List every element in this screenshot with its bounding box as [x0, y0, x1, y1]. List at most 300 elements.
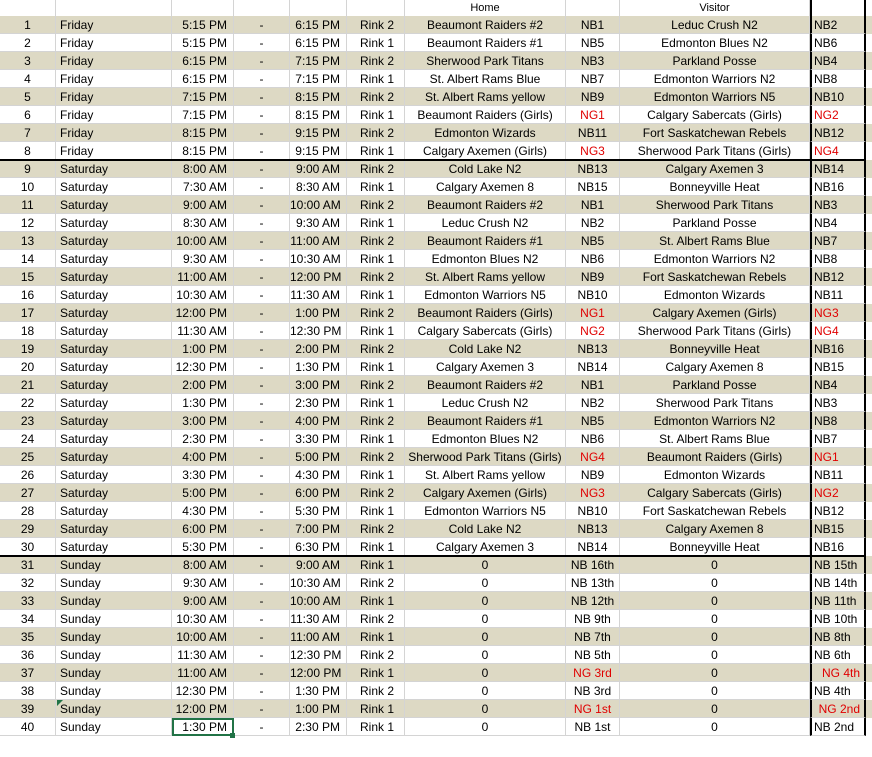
home-code-cell[interactable]: NB10 — [566, 502, 620, 520]
home-team-cell[interactable]: Beaumont Raiders #1 — [405, 34, 566, 52]
day-cell[interactable]: Saturday — [56, 448, 172, 466]
visitor-team-cell[interactable]: 0 — [620, 628, 810, 646]
home-code-cell[interactable]: NB13 — [566, 520, 620, 538]
rink-cell[interactable]: Rink 2 — [347, 340, 405, 358]
table-row[interactable] — [0, 358, 872, 376]
home-team-cell[interactable]: Sherwood Park Titans (Girls) — [405, 448, 566, 466]
home-team-cell[interactable]: 0 — [405, 628, 566, 646]
home-code-cell[interactable]: NB 3rd — [566, 682, 620, 700]
visitor-code-cell[interactable]: NB4 — [810, 52, 866, 70]
visitor-team-cell[interactable]: 0 — [620, 700, 810, 718]
day-cell[interactable]: Saturday — [56, 412, 172, 430]
visitor-code-cell[interactable]: NB11 — [810, 466, 866, 484]
home-code-cell[interactable]: NB9 — [566, 268, 620, 286]
table-row[interactable] — [0, 610, 872, 628]
rink-cell[interactable]: Rink 1 — [347, 718, 405, 736]
dash-cell[interactable]: - — [234, 574, 290, 592]
rink-cell[interactable]: Rink 1 — [347, 142, 405, 160]
game-number-cell[interactable]: 37 — [0, 664, 56, 682]
start-time-cell[interactable]: 10:00 AM — [172, 628, 234, 646]
visitor-team-cell[interactable]: Edmonton Warriors N2 — [620, 412, 810, 430]
visitor-team-cell[interactable]: Edmonton Wizards — [620, 466, 810, 484]
day-cell[interactable]: Saturday — [56, 160, 172, 178]
end-time-cell[interactable]: 1:30 PM — [290, 682, 347, 700]
home-team-cell[interactable]: Beaumont Raiders #2 — [405, 196, 566, 214]
start-time-cell[interactable]: 5:30 PM — [172, 538, 234, 556]
table-row[interactable] — [0, 700, 872, 718]
day-cell[interactable]: Sunday — [56, 718, 172, 736]
day-cell[interactable]: Sunday — [56, 628, 172, 646]
game-number-cell[interactable]: 19 — [0, 340, 56, 358]
visitor-code-cell[interactable]: NB2 — [810, 16, 866, 34]
visitor-team-cell[interactable]: 0 — [620, 682, 810, 700]
end-time-cell[interactable]: 4:30 PM — [290, 466, 347, 484]
visitor-code-cell[interactable]: NB 11th — [810, 592, 866, 610]
dash-cell[interactable]: - — [234, 430, 290, 448]
game-number-cell[interactable]: 38 — [0, 682, 56, 700]
game-number-cell[interactable]: 31 — [0, 556, 56, 574]
table-row[interactable] — [0, 52, 872, 70]
visitor-team-cell[interactable]: Parkland Posse — [620, 214, 810, 232]
day-cell[interactable]: Sunday — [56, 592, 172, 610]
day-cell[interactable]: Sunday — [56, 700, 172, 718]
header-cell[interactable] — [234, 0, 290, 16]
home-team-cell[interactable]: Sherwood Park Titans — [405, 52, 566, 70]
home-team-cell[interactable]: St. Albert Rams yellow — [405, 466, 566, 484]
header-cell[interactable] — [172, 0, 234, 16]
home-code-cell[interactable]: NB3 — [566, 52, 620, 70]
start-time-cell[interactable]: 10:00 AM — [172, 232, 234, 250]
start-time-cell[interactable]: 8:15 PM — [172, 124, 234, 142]
home-team-cell[interactable]: Calgary Axemen (Girls) — [405, 484, 566, 502]
game-number-cell[interactable]: 36 — [0, 646, 56, 664]
table-row[interactable] — [0, 502, 872, 520]
home-code-cell[interactable]: NB 7th — [566, 628, 620, 646]
visitor-team-cell[interactable]: Edmonton Warriors N2 — [620, 70, 810, 88]
start-time-cell[interactable]: 5:00 PM — [172, 484, 234, 502]
visitor-team-cell[interactable]: Calgary Sabercats (Girls) — [620, 484, 810, 502]
end-time-cell[interactable]: 5:30 PM — [290, 502, 347, 520]
visitor-team-cell[interactable]: Sherwood Park Titans (Girls) — [620, 142, 810, 160]
rink-cell[interactable]: Rink 2 — [347, 268, 405, 286]
visitor-code-cell[interactable]: NB8 — [810, 412, 866, 430]
day-cell[interactable]: Sunday — [56, 646, 172, 664]
rink-cell[interactable]: Rink 2 — [347, 304, 405, 322]
visitor-team-cell[interactable]: 0 — [620, 646, 810, 664]
dash-cell[interactable]: - — [234, 34, 290, 52]
home-team-cell[interactable]: Cold Lake N2 — [405, 340, 566, 358]
day-cell[interactable]: Saturday — [56, 232, 172, 250]
table-row[interactable] — [0, 160, 872, 178]
day-cell[interactable]: Saturday — [56, 466, 172, 484]
home-code-cell[interactable]: NB10 — [566, 286, 620, 304]
home-team-cell[interactable]: Leduc Crush N2 — [405, 214, 566, 232]
dash-cell[interactable]: - — [234, 682, 290, 700]
game-number-cell[interactable]: 12 — [0, 214, 56, 232]
end-time-cell[interactable]: 9:15 PM — [290, 142, 347, 160]
visitor-code-cell[interactable]: NG2 — [810, 106, 866, 124]
start-time-cell[interactable]: 3:00 PM — [172, 412, 234, 430]
visitor-team-cell[interactable]: Sherwood Park Titans — [620, 394, 810, 412]
home-code-cell[interactable]: NB 9th — [566, 610, 620, 628]
visitor-team-cell[interactable]: Fort Saskatchewan Rebels — [620, 268, 810, 286]
home-team-cell[interactable]: St. Albert Rams yellow — [405, 88, 566, 106]
rink-cell[interactable]: Rink 2 — [347, 646, 405, 664]
rink-cell[interactable]: Rink 2 — [347, 376, 405, 394]
home-team-cell[interactable]: Edmonton Wizards — [405, 124, 566, 142]
rink-cell[interactable]: Rink 1 — [347, 466, 405, 484]
header-cell[interactable] — [347, 0, 405, 16]
rink-cell[interactable]: Rink 1 — [347, 286, 405, 304]
rink-cell[interactable]: Rink 1 — [347, 214, 405, 232]
rink-cell[interactable]: Rink 2 — [347, 88, 405, 106]
dash-cell[interactable]: - — [234, 268, 290, 286]
start-time-cell[interactable]: 9:00 AM — [172, 196, 234, 214]
visitor-code-cell[interactable]: NB12 — [810, 502, 866, 520]
table-row[interactable] — [0, 412, 872, 430]
home-code-cell[interactable]: NG2 — [566, 322, 620, 340]
game-number-cell[interactable]: 15 — [0, 268, 56, 286]
home-team-cell[interactable]: 0 — [405, 610, 566, 628]
home-team-cell[interactable]: Calgary Axemen 3 — [405, 538, 566, 556]
home-team-cell[interactable]: Beaumont Raiders #2 — [405, 16, 566, 34]
start-time-cell[interactable]: 11:30 AM — [172, 322, 234, 340]
start-time-cell[interactable]: 8:30 AM — [172, 214, 234, 232]
home-team-cell[interactable]: Cold Lake N2 — [405, 160, 566, 178]
dash-cell[interactable]: - — [234, 556, 290, 574]
visitor-code-cell[interactable]: NB12 — [810, 124, 866, 142]
table-row[interactable] — [0, 268, 872, 286]
rink-cell[interactable]: Rink 2 — [347, 160, 405, 178]
table-row[interactable] — [0, 430, 872, 448]
game-number-cell[interactable]: 35 — [0, 628, 56, 646]
visitor-team-cell[interactable]: 0 — [620, 664, 810, 682]
visitor-code-cell[interactable]: NB4 — [810, 376, 866, 394]
day-cell[interactable]: Saturday — [56, 322, 172, 340]
end-time-cell[interactable]: 9:15 PM — [290, 124, 347, 142]
rink-cell[interactable]: Rink 1 — [347, 628, 405, 646]
dash-cell[interactable]: - — [234, 124, 290, 142]
home-code-cell[interactable]: NG4 — [566, 448, 620, 466]
visitor-code-cell[interactable]: NG2 — [810, 484, 866, 502]
start-time-cell[interactable]: 8:15 PM — [172, 142, 234, 160]
day-cell[interactable]: Sunday — [56, 574, 172, 592]
table-row[interactable] — [0, 70, 872, 88]
game-number-cell[interactable]: 10 — [0, 178, 56, 196]
game-number-cell[interactable]: 2 — [0, 34, 56, 52]
home-team-cell[interactable]: Edmonton Warriors N5 — [405, 286, 566, 304]
home-team-cell[interactable]: 0 — [405, 700, 566, 718]
rink-cell[interactable]: Rink 1 — [347, 592, 405, 610]
start-time-cell[interactable]: 9:30 AM — [172, 574, 234, 592]
table-row[interactable] — [0, 574, 872, 592]
table-row[interactable] — [0, 592, 872, 610]
home-code-cell[interactable]: NB 13th — [566, 574, 620, 592]
visitor-team-cell[interactable]: Edmonton Blues N2 — [620, 34, 810, 52]
game-number-cell[interactable]: 25 — [0, 448, 56, 466]
header-cell[interactable] — [290, 0, 347, 16]
rink-cell[interactable]: Rink 2 — [347, 232, 405, 250]
home-code-cell[interactable]: NG3 — [566, 484, 620, 502]
end-time-cell[interactable]: 3:30 PM — [290, 430, 347, 448]
home-code-cell[interactable]: NB9 — [566, 88, 620, 106]
day-cell[interactable]: Sunday — [56, 664, 172, 682]
dash-cell[interactable]: - — [234, 484, 290, 502]
end-time-cell[interactable]: 7:15 PM — [290, 70, 347, 88]
home-code-cell[interactable]: NB 12th — [566, 592, 620, 610]
game-number-cell[interactable]: 17 — [0, 304, 56, 322]
dash-cell[interactable]: - — [234, 178, 290, 196]
end-time-cell[interactable]: 5:00 PM — [290, 448, 347, 466]
table-row[interactable] — [0, 124, 872, 142]
visitor-code-cell[interactable]: NG 4th — [810, 664, 866, 682]
visitor-team-cell[interactable]: Calgary Axemen (Girls) — [620, 304, 810, 322]
home-team-cell[interactable]: 0 — [405, 556, 566, 574]
start-time-cell[interactable]: 7:15 PM — [172, 106, 234, 124]
rink-cell[interactable]: Rink 2 — [347, 484, 405, 502]
game-number-cell[interactable]: 9 — [0, 160, 56, 178]
table-row[interactable] — [0, 628, 872, 646]
visitor-team-cell[interactable]: 0 — [620, 574, 810, 592]
rink-cell[interactable]: Rink 1 — [347, 394, 405, 412]
end-time-cell[interactable]: 7:00 PM — [290, 520, 347, 538]
home-team-cell[interactable]: St. Albert Rams yellow — [405, 268, 566, 286]
end-time-cell[interactable]: 12:30 PM — [290, 646, 347, 664]
header-cell[interactable] — [56, 0, 172, 16]
game-number-cell[interactable]: 20 — [0, 358, 56, 376]
day-cell[interactable]: Sunday — [56, 610, 172, 628]
start-time-cell[interactable]: 6:15 PM — [172, 70, 234, 88]
rink-cell[interactable]: Rink 1 — [347, 250, 405, 268]
visitor-code-cell[interactable]: NB 14th — [810, 574, 866, 592]
day-cell[interactable]: Sunday — [56, 682, 172, 700]
rink-cell[interactable]: Rink 1 — [347, 322, 405, 340]
header-cell[interactable] — [566, 0, 620, 16]
visitor-team-cell[interactable]: Parkland Posse — [620, 376, 810, 394]
dash-cell[interactable]: - — [234, 70, 290, 88]
home-team-cell[interactable]: Beaumont Raiders (Girls) — [405, 106, 566, 124]
start-time-cell[interactable]: 2:00 PM — [172, 376, 234, 394]
visitor-code-cell[interactable]: NG4 — [810, 322, 866, 340]
day-cell[interactable]: Saturday — [56, 430, 172, 448]
day-cell[interactable]: Saturday — [56, 520, 172, 538]
table-row[interactable] — [0, 88, 872, 106]
home-code-cell[interactable]: NG3 — [566, 142, 620, 160]
dash-cell[interactable]: - — [234, 52, 290, 70]
visitor-code-cell[interactable]: NB 6th — [810, 646, 866, 664]
visitor-team-cell[interactable]: Fort Saskatchewan Rebels — [620, 124, 810, 142]
dash-cell[interactable]: - — [234, 718, 290, 736]
dash-cell[interactable]: - — [234, 196, 290, 214]
visitor-code-cell[interactable]: NB 8th — [810, 628, 866, 646]
rink-cell[interactable]: Rink 1 — [347, 358, 405, 376]
visitor-team-cell[interactable]: 0 — [620, 718, 810, 736]
dash-cell[interactable]: - — [234, 394, 290, 412]
dash-cell[interactable]: - — [234, 646, 290, 664]
game-number-cell[interactable]: 3 — [0, 52, 56, 70]
rink-cell[interactable]: Rink 2 — [347, 412, 405, 430]
dash-cell[interactable]: - — [234, 358, 290, 376]
end-time-cell[interactable]: 2:00 PM — [290, 340, 347, 358]
visitor-team-cell[interactable]: Calgary Axemen 8 — [620, 358, 810, 376]
visitor-team-cell[interactable]: Bonneyville Heat — [620, 340, 810, 358]
home-code-cell[interactable]: NB13 — [566, 340, 620, 358]
visitor-code-cell[interactable]: NB6 — [810, 34, 866, 52]
home-team-cell[interactable]: Cold Lake N2 — [405, 520, 566, 538]
table-row[interactable] — [0, 484, 872, 502]
visitor-team-cell[interactable]: Sherwood Park Titans — [620, 196, 810, 214]
start-time-cell[interactable]: 1:00 PM — [172, 340, 234, 358]
rink-cell[interactable]: Rink 1 — [347, 34, 405, 52]
visitor-code-cell[interactable]: NB16 — [810, 178, 866, 196]
rink-cell[interactable]: Rink 1 — [347, 700, 405, 718]
home-team-cell[interactable]: Calgary Sabercats (Girls) — [405, 322, 566, 340]
selected-cell-outline[interactable] — [172, 718, 234, 736]
game-number-cell[interactable]: 13 — [0, 232, 56, 250]
end-time-cell[interactable]: 6:00 PM — [290, 484, 347, 502]
start-time-cell[interactable]: 1:30 PM — [172, 718, 234, 736]
rink-cell[interactable]: Rink 1 — [347, 106, 405, 124]
home-code-cell[interactable]: NB9 — [566, 466, 620, 484]
start-time-cell[interactable]: 11:00 AM — [172, 268, 234, 286]
visitor-code-cell[interactable]: NB7 — [810, 232, 866, 250]
table-row[interactable] — [0, 466, 872, 484]
end-time-cell[interactable]: 2:30 PM — [290, 394, 347, 412]
end-time-cell[interactable]: 11:30 AM — [290, 286, 347, 304]
game-number-cell[interactable]: 18 — [0, 322, 56, 340]
home-team-cell[interactable]: Edmonton Blues N2 — [405, 250, 566, 268]
dash-cell[interactable]: - — [234, 610, 290, 628]
end-time-cell[interactable]: 6:15 PM — [290, 16, 347, 34]
day-cell[interactable]: Saturday — [56, 358, 172, 376]
game-number-cell[interactable]: 29 — [0, 520, 56, 538]
rink-cell[interactable]: Rink 2 — [347, 610, 405, 628]
dash-cell[interactable]: - — [234, 232, 290, 250]
day-cell[interactable]: Saturday — [56, 340, 172, 358]
home-team-cell[interactable]: Calgary Axemen (Girls) — [405, 142, 566, 160]
home-code-cell[interactable]: NB2 — [566, 214, 620, 232]
home-team-cell[interactable]: Calgary Axemen 3 — [405, 358, 566, 376]
day-cell[interactable]: Friday — [56, 142, 172, 160]
visitor-team-cell[interactable]: Parkland Posse — [620, 52, 810, 70]
game-number-cell[interactable]: 16 — [0, 286, 56, 304]
visitor-code-cell[interactable]: NB12 — [810, 268, 866, 286]
day-cell[interactable]: Friday — [56, 124, 172, 142]
visitor-team-cell[interactable]: St. Albert Rams Blue — [620, 232, 810, 250]
home-team-cell[interactable]: St. Albert Rams Blue — [405, 70, 566, 88]
table-row[interactable] — [0, 538, 872, 556]
day-cell[interactable]: Saturday — [56, 268, 172, 286]
rink-cell[interactable]: Rink 2 — [347, 124, 405, 142]
game-number-cell[interactable]: 23 — [0, 412, 56, 430]
end-time-cell[interactable]: 12:00 PM — [290, 268, 347, 286]
end-time-cell[interactable]: 8:15 PM — [290, 88, 347, 106]
table-row[interactable] — [0, 232, 872, 250]
rink-cell[interactable]: Rink 2 — [347, 196, 405, 214]
visitor-team-cell[interactable]: St. Albert Rams Blue — [620, 430, 810, 448]
table-row[interactable] — [0, 718, 872, 736]
visitor-code-cell[interactable]: NG4 — [810, 142, 866, 160]
dash-cell[interactable]: - — [234, 286, 290, 304]
dash-cell[interactable]: - — [234, 250, 290, 268]
end-time-cell[interactable]: 10:00 AM — [290, 592, 347, 610]
table-row[interactable] — [0, 178, 872, 196]
dash-cell[interactable]: - — [234, 304, 290, 322]
rink-cell[interactable]: Rink 1 — [347, 556, 405, 574]
home-team-cell[interactable]: 0 — [405, 718, 566, 736]
end-time-cell[interactable]: 10:00 AM — [290, 196, 347, 214]
start-time-cell[interactable]: 5:15 PM — [172, 34, 234, 52]
end-time-cell[interactable]: 10:30 AM — [290, 250, 347, 268]
visitor-team-cell[interactable]: Leduc Crush N2 — [620, 16, 810, 34]
day-cell[interactable]: Saturday — [56, 178, 172, 196]
game-number-cell[interactable]: 14 — [0, 250, 56, 268]
rink-cell[interactable]: Rink 1 — [347, 178, 405, 196]
home-code-cell[interactable]: NG 1st — [566, 700, 620, 718]
game-number-cell[interactable]: 40 — [0, 718, 56, 736]
table-row[interactable] — [0, 286, 872, 304]
start-time-cell[interactable]: 1:30 PM — [172, 394, 234, 412]
table-row[interactable] — [0, 214, 872, 232]
start-time-cell[interactable]: 9:00 AM — [172, 592, 234, 610]
dash-cell[interactable]: - — [234, 88, 290, 106]
rink-cell[interactable]: Rink 2 — [347, 448, 405, 466]
day-cell[interactable]: Saturday — [56, 250, 172, 268]
game-number-cell[interactable]: 6 — [0, 106, 56, 124]
end-time-cell[interactable]: 7:15 PM — [290, 52, 347, 70]
visitor-code-cell[interactable]: NB10 — [810, 88, 866, 106]
rink-cell[interactable]: Rink 1 — [347, 502, 405, 520]
rink-cell[interactable]: Rink 2 — [347, 682, 405, 700]
home-team-cell[interactable]: Beaumont Raiders #1 — [405, 232, 566, 250]
game-number-cell[interactable]: 34 — [0, 610, 56, 628]
dash-cell[interactable]: - — [234, 376, 290, 394]
visitor-code-cell[interactable]: NG3 — [810, 304, 866, 322]
home-team-cell[interactable]: Edmonton Warriors N5 — [405, 502, 566, 520]
visitor-header[interactable]: Visitor — [620, 0, 810, 16]
table-row[interactable] — [0, 142, 872, 160]
day-cell[interactable]: Saturday — [56, 214, 172, 232]
table-row[interactable] — [0, 196, 872, 214]
dash-cell[interactable]: - — [234, 520, 290, 538]
dash-cell[interactable]: - — [234, 664, 290, 682]
rink-cell[interactable]: Rink 2 — [347, 574, 405, 592]
dash-cell[interactable]: - — [234, 412, 290, 430]
table-row[interactable] — [0, 16, 872, 34]
visitor-code-cell[interactable]: NB4 — [810, 214, 866, 232]
end-time-cell[interactable]: 2:30 PM — [290, 718, 347, 736]
game-number-cell[interactable]: 24 — [0, 430, 56, 448]
visitor-team-cell[interactable]: 0 — [620, 610, 810, 628]
table-row[interactable] — [0, 34, 872, 52]
game-number-cell[interactable]: 4 — [0, 70, 56, 88]
end-time-cell[interactable]: 11:30 AM — [290, 610, 347, 628]
game-number-cell[interactable]: 33 — [0, 592, 56, 610]
home-code-cell[interactable]: NB14 — [566, 538, 620, 556]
rink-cell[interactable]: Rink 1 — [347, 664, 405, 682]
game-number-cell[interactable]: 22 — [0, 394, 56, 412]
comment-indicator-icon[interactable] — [57, 700, 63, 706]
end-time-cell[interactable]: 6:30 PM — [290, 538, 347, 556]
visitor-team-cell[interactable]: 0 — [620, 592, 810, 610]
visitor-team-cell[interactable]: Beaumont Raiders (Girls) — [620, 448, 810, 466]
dash-cell[interactable]: - — [234, 106, 290, 124]
dash-cell[interactable]: - — [234, 538, 290, 556]
dash-cell[interactable]: - — [234, 160, 290, 178]
visitor-team-cell[interactable]: Calgary Axemen 3 — [620, 160, 810, 178]
visitor-team-cell[interactable]: Bonneyville Heat — [620, 178, 810, 196]
home-code-cell[interactable]: NB5 — [566, 34, 620, 52]
